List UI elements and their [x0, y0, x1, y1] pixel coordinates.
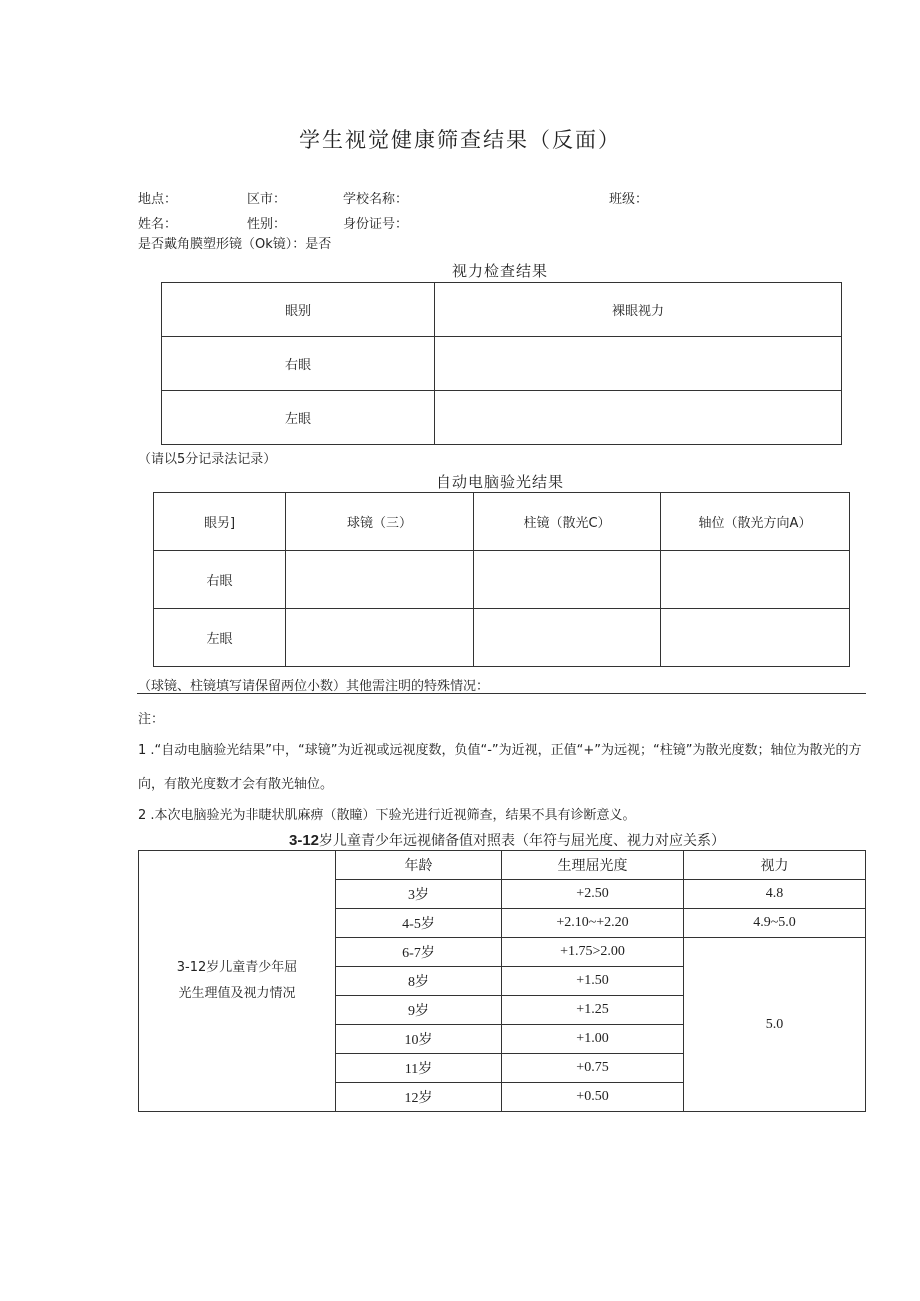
- left-cylinder-cell: [474, 609, 661, 667]
- gender-label: 性别：: [247, 217, 287, 232]
- header-cylinder: 柱镜（散光C）: [474, 493, 661, 551]
- table-row: [154, 551, 850, 609]
- age-cell: 3岁: [336, 880, 502, 909]
- header-vision: 视力: [684, 851, 866, 880]
- table-row: [154, 493, 850, 551]
- refraction-table: [153, 492, 850, 667]
- age-cell: 4-5岁: [336, 909, 502, 938]
- header-axis: 轴位（散光方向A）: [661, 493, 850, 551]
- header-naked-vision: 裸眼视力: [435, 283, 842, 337]
- side-label: 3-12岁儿童青少年屈光生理值及视力情况: [139, 851, 336, 1112]
- vision-cell: 4.9~5.0: [684, 909, 866, 938]
- diopter-cell: +0.75: [502, 1054, 684, 1083]
- reserve-table-caption: [0, 830, 920, 850]
- caption-text: 岁儿童青少年远视储备值对照表（年符与屈光度、视力对应关系）: [319, 833, 726, 849]
- id-number-label: 身份证号：: [343, 217, 409, 232]
- diopter-cell: +1.75>2.00: [502, 938, 684, 967]
- location-label: 地点：: [138, 192, 178, 207]
- page-title: 学生视觉健康筛查结果（反面）: [299, 128, 621, 152]
- header-eye: 眼别: [162, 283, 435, 337]
- row-label-left-eye: 左眼: [162, 391, 435, 445]
- vision-cell-merged: 5.0: [684, 938, 866, 1112]
- age-cell: 10岁: [336, 1025, 502, 1054]
- table-row: [162, 283, 842, 337]
- refraction-table-caption: 自动电脑验光结果: [435, 473, 564, 491]
- diopter-cell: +1.25: [502, 996, 684, 1025]
- left-sphere-cell: [286, 609, 474, 667]
- ok-lens-question: 是否戴角膜塑形镜（Ok镜）：是否: [138, 237, 332, 252]
- right-eye-vision-cell: [435, 337, 842, 391]
- right-sphere-cell: [286, 551, 474, 609]
- refraction-footnote: （球镜、柱镜填写请保留两位小数）其他需注明的特殊情况：: [138, 679, 490, 694]
- row-label-right-eye: 右眼: [154, 551, 286, 609]
- left-axis-cell: [661, 609, 850, 667]
- notes-heading: 注：: [138, 712, 165, 727]
- diopter-cell: +1.00: [502, 1025, 684, 1054]
- vision-table-caption: 视力检查结果: [451, 262, 548, 280]
- header-sphere: 球镜（三）: [286, 493, 474, 551]
- age-cell: 12岁: [336, 1083, 502, 1112]
- diopter-cell: +1.50: [502, 967, 684, 996]
- vision-cell: 4.8: [684, 880, 866, 909]
- district-label: 区市：: [247, 192, 287, 207]
- table-row: [162, 337, 842, 391]
- age-cell: 6-7岁: [336, 938, 502, 967]
- school-label: 学校名称：: [343, 192, 409, 207]
- table-row: [162, 391, 842, 445]
- left-eye-vision-cell: [435, 391, 842, 445]
- vision-table: [161, 282, 842, 445]
- class-label: 班级：: [609, 192, 649, 207]
- age-cell: 11岁: [336, 1054, 502, 1083]
- divider: [137, 693, 866, 694]
- reserve-table: [138, 850, 866, 1112]
- header-eye: 眼另]: [154, 493, 286, 551]
- table-row: [139, 851, 866, 880]
- right-cylinder-cell: [474, 551, 661, 609]
- row-label-right-eye: 右眼: [162, 337, 435, 391]
- table-row: [154, 609, 850, 667]
- header-diopter: 生理屈光度: [502, 851, 684, 880]
- header-age: 年龄: [336, 851, 502, 880]
- name-label: 姓名：: [138, 217, 178, 232]
- age-cell: 9岁: [336, 996, 502, 1025]
- diopter-cell: +2.10~+2.20: [502, 909, 684, 938]
- caption-age-range: 3-12: [288, 832, 320, 849]
- diopter-cell: +2.50: [502, 880, 684, 909]
- note-item-2: 2 .本次电脑验光为非睫状肌麻痹（散瞳）下验光进行近视筛查，结果不具有诊断意义。: [138, 808, 636, 823]
- vision-footnote: （请以5分记录法记录）: [138, 452, 277, 467]
- row-label-left-eye: 左眼: [154, 609, 286, 667]
- right-axis-cell: [661, 551, 850, 609]
- note-item-1: 1 .“自动电脑验光结果”中，“球镜”为近视或远视度数，负值“-”为近视，正值“+”为远视；“柱镜”为散光度数；轴位为散光的方向，有散光度数才会有散光轴位。: [138, 743, 862, 792]
- age-cell: 8岁: [336, 967, 502, 996]
- diopter-cell: +0.50: [502, 1083, 684, 1112]
